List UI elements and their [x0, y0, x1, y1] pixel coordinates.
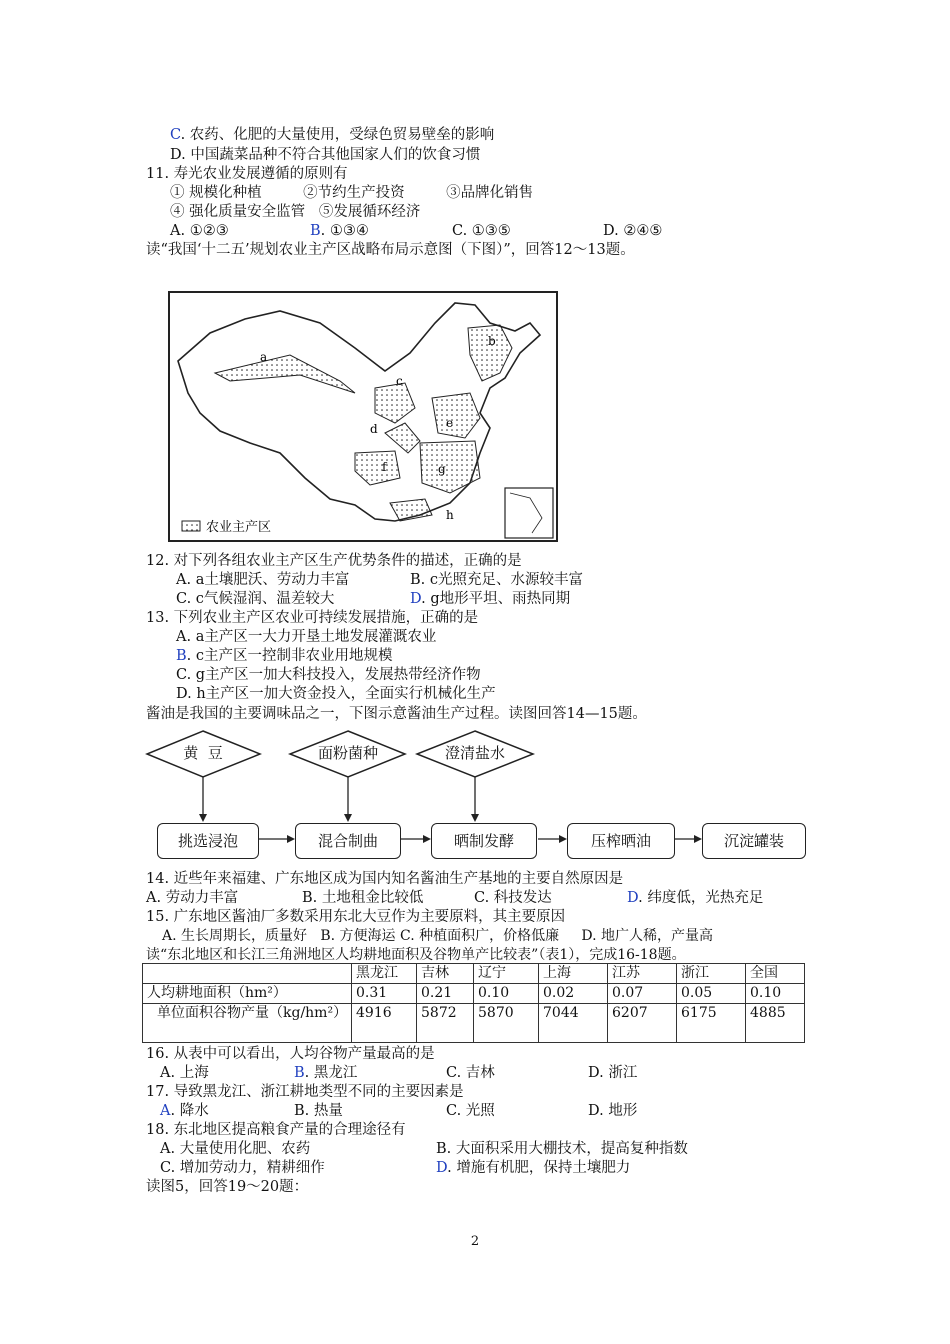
q11-option-b: B. ①③④	[310, 223, 369, 239]
table-header-cell: 全国	[746, 964, 805, 984]
q13-option-b: B. c主产区一控制非农业用地规模	[176, 648, 393, 664]
q12-stem: 12. 对下列各组农业主产区生产优势条件的描述，正确的是	[146, 553, 522, 569]
q12-option-d: D. g地形平坦、雨热同期	[410, 591, 571, 607]
table-cell: 5872	[417, 1004, 474, 1043]
table-cell: 人均耕地面积（hm²）	[143, 984, 352, 1004]
intro-q12: 读“我国‘十二五’规划农业主产区战略布局示意图（下图）”，回答12～13题。	[146, 242, 635, 258]
label-a: a	[260, 350, 268, 364]
label-h: h	[446, 508, 454, 522]
q17-option-b: B. 热量	[294, 1103, 343, 1119]
option-d-q10: D. 中国蔬菜品种不符合其他国家人们的饮食习惯	[170, 147, 481, 163]
page-number: 2	[470, 1234, 480, 1249]
q16-stem: 16. 从表中可以看出，人均谷物产量最高的是	[146, 1046, 435, 1062]
step-box-4: 压榨晒油	[567, 823, 675, 859]
south-sea-inset	[505, 488, 553, 538]
table-cell: 6207	[608, 1004, 677, 1043]
q18-option-d: D. 增施有机肥，保持土壤肥力	[436, 1160, 631, 1176]
legend-label: 农业主产区	[206, 520, 272, 535]
q13-option-d: D. h主产区一加大资金投入，全面实行机械化生产	[176, 686, 496, 702]
input-label-2: 面粉菌种	[317, 744, 378, 762]
table-header-cell: 上海	[539, 964, 608, 984]
table-cell: 0.31	[352, 984, 417, 1004]
intro-q14: 酱油是我国的主要调味品之一，下图示意酱油生产过程。读图回答14—15题。	[146, 706, 647, 722]
region-a	[215, 355, 355, 393]
region-d	[385, 423, 420, 453]
table-row	[143, 1004, 805, 1043]
step-box-2: 混合制曲	[295, 823, 401, 859]
label-c: c	[396, 374, 403, 388]
label-g: g	[438, 462, 446, 476]
table-cell: 7044	[539, 1004, 608, 1043]
q11-items-1: ① 规模化种植 ②节约生产投资 ③品牌化销售	[170, 185, 534, 201]
q15-options: A. 生长周期长，质量好 B. 方便海运 C. 种植面积广，价格低廉 D. 地广人稀，产量高	[162, 928, 713, 944]
china-agriculture-map	[168, 291, 558, 542]
table-cell: 6175	[677, 1004, 746, 1043]
table-header-cell: 江苏	[608, 964, 677, 984]
q14-option-a: A. 劳动力丰富	[146, 890, 239, 906]
q14-stem: 14. 近些年来福建、广东地区成为国内知名酱油生产基地的主要自然原因是	[146, 871, 624, 887]
legend-swatch	[182, 521, 200, 531]
q14-option-d: D. 纬度低，光热充足	[627, 890, 764, 906]
label-f: f	[382, 460, 387, 474]
table-cell: 4916	[352, 1004, 417, 1043]
table-header-row	[143, 964, 805, 984]
q17-stem: 17. 导致黑龙江、浙江耕地类型不同的主要因素是	[146, 1084, 464, 1100]
region-f	[355, 451, 400, 485]
q15-stem: 15. 广东地区酱油厂多数采用东北大豆作为主要原料，其主要原因	[146, 909, 566, 925]
table-cell: 0.10	[746, 984, 805, 1004]
region-e	[432, 393, 480, 438]
step-box-1: 挑选浸泡	[157, 823, 259, 859]
region-c	[375, 383, 415, 423]
step-box-3: 晒制发酵	[431, 823, 537, 859]
soy-sauce-flowchart	[145, 728, 810, 866]
q16-option-b: B. 黑龙江	[294, 1065, 358, 1081]
table-row	[143, 984, 805, 1004]
label-e: e	[446, 416, 454, 430]
q18-option-c: C. 增加劳动力，精耕细作	[160, 1160, 325, 1176]
table-header-cell: 浙江	[677, 964, 746, 984]
label-b: b	[488, 334, 496, 348]
table-cell: 0.21	[417, 984, 474, 1004]
q17-option-c: C. 光照	[446, 1103, 495, 1119]
table-cell: 单位面积谷物产量（kg/hm²）	[143, 1004, 352, 1043]
q17-option-d: D. 地形	[588, 1103, 638, 1119]
q13-option-a: A. a主产区一大力开垦土地发展灌溉农业	[176, 629, 437, 645]
q12-option-c: C. c气候湿润、温差较大	[176, 591, 335, 607]
table-cell: 4885	[746, 1004, 805, 1043]
q13-stem: 13. 下列农业主产区农业可持续发展措施，正确的是	[146, 610, 479, 626]
region-h	[390, 499, 432, 521]
q11-items-2: ④ 强化质量安全监管 ⑤发展循环经济	[170, 204, 421, 220]
input-label-3: 澄清盐水	[444, 744, 505, 762]
intro-q16: 读“东北地区和长江三角洲地区人均耕地面积及谷物单产比较表”（表1），完成16-18题。	[146, 947, 686, 963]
q11-option-a: A. ①②③	[170, 223, 229, 239]
q12-option-b: B. c光照充足、水源较丰富	[410, 572, 583, 588]
region-g	[420, 441, 480, 493]
q18-option-b: B. 大面积采用大棚技术，提高复种指数	[436, 1141, 688, 1157]
table-header-cell: 辽宁	[474, 964, 539, 984]
q11-option-d: D. ②④⑤	[603, 223, 663, 239]
q16-option-d: D. 浙江	[588, 1065, 638, 1081]
step-box-5: 沉淀罐装	[702, 823, 806, 859]
table-cell: 0.02	[539, 984, 608, 1004]
label-d: d	[370, 422, 378, 436]
comparison-table	[142, 963, 805, 1043]
q11-stem: 11. 寿光农业发展遵循的原则有	[146, 166, 348, 182]
q16-option-a: A. 上海	[160, 1065, 209, 1081]
option-c-q10: C. 农药、化肥的大量使用，受绿色贸易壁垒的影响	[170, 127, 495, 143]
q18-option-a: A. 大量使用化肥、农药	[160, 1141, 311, 1157]
table-cell: 0.10	[474, 984, 539, 1004]
map-drawing	[170, 293, 556, 540]
q14-option-c: C. 科技发达	[474, 890, 552, 906]
table-header-cell: 黑龙江	[352, 964, 417, 984]
q14-option-b: B. 土地租金比较低	[302, 890, 424, 906]
q12-option-a: A. a土壤肥沃、劳动力丰富	[176, 572, 350, 588]
intro-q19: 读图5，回答19～20题：	[146, 1179, 309, 1195]
table-cell: 0.07	[608, 984, 677, 1004]
q17-option-a: A. 降水	[160, 1103, 209, 1119]
input-label-1: 黄 豆	[183, 744, 223, 762]
q11-option-c: C. ①③⑤	[452, 223, 511, 239]
table-cell: 0.05	[677, 984, 746, 1004]
table-header-cell	[143, 964, 352, 984]
table-cell: 5870	[474, 1004, 539, 1043]
table-header-cell: 吉林	[417, 964, 474, 984]
q13-option-c: C. g主产区一加大科技投入，发展热带经济作物	[176, 667, 481, 683]
q18-stem: 18. 东北地区提高粮食产量的合理途径有	[146, 1122, 406, 1138]
q16-option-c: C. 吉林	[446, 1065, 495, 1081]
